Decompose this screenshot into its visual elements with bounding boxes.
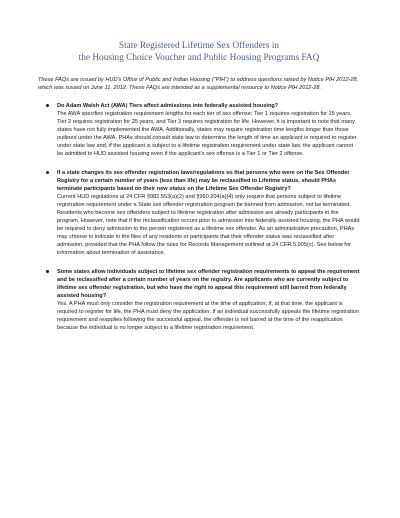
faq-list [38,102,360,332]
bullet-icon [46,104,49,107]
faq-question: Do Adam Walsh Act (AWA) Tiers affect admissions into federally assisted housing? [57,103,279,109]
faq-item [38,268,360,332]
title-line-1: State Registered Lifetime Sex Offenders in [118,41,280,51]
title-line-2: the Housing Choice Voucher and Public Housing Programs FAQ [78,53,320,63]
faq-answer: Yes. A PHA must only consider the registration requirement at the time of application; if, at that time, the applicant is required to register for life, the PHA must deny the application. If an individual successfully appeals the lifetime registration requirement and reapplies following the successful appeal, the offender is not barred at the time of the reapplication because the individual is no longer subject to a lifetime registration requirement. [57,301,359,331]
faq-question: Some states allow individuals subject to lifetime sex offender registration requirements to appeal the requirement and be reclassified after a certain number of years on the registry. Are applicants who are currently subject to lifetime sex offender registration, but who have the right to appeal this requirement still barred from federally assisted housing? [57,269,360,299]
document-title [38,40,360,64]
faq-item [38,102,360,158]
faq-item [38,169,360,257]
intro-paragraph: These FAQs are issued by HUD's Office of Public and Indian Housing ("PIH") to address questions raised by Notice PIH 2012-28, which was issued on June 11, 2012. These FAQs are intended as a supplemental resource to Notice PIH 2012-28. [38,77,359,91]
faq-question: If a state changes its sex offender registration laws/regulations so that persons who were on the Sex Offender Registry for a certain number of years (less than life) may be reclassified to Lifetime status, should PHAs terminate participants based on their new status on the Lifetime Sex Offender Registry? [57,170,350,192]
faq-answer: Current HUD regulations at 24 CFR §982.553(a)(2) and §960.204(a)(4) only require that persons subject to lifetime registration requirement under a State sex offender registration program be banned from admission, not be terminated. Residents who become sex offenders subject to lifetime registration after admission are already participants in the program. However, note that if the reclassification occurs prior to admission into federally assisted housing, the PHA would be required to deny admission to the person registered as a lifetime sex offender. As an administrative precaution, PHAs may choose to indicate in the files of any residents or participants that their offender status was reclassified after admission, provided that the PHA follow the rules for Records Management outlined at 24 CFR 5.905(c). See below for information about termination of assistance. [57,194,360,256]
faq-answer: The AWA specifies registration requirement lengths for each tier of sex offense; Tier 1 requires registration for 15 years, Tier 2 requires registration for 25 years, and Tier 3 requires registration for life. However, it is important to note that many states have not fully implemented the AWA. Additionally, states may require registration time lengths longer than those outlined under the AWA. PHAs should consult state law to determine the length of time an applicant is required to register under state law and, if the applicant is subject to a lifetime registration requirement under state law, the applicant cannot be admitted to HUD assisted housing even if the applicant's sex offense is a Tier 1 or Tier 2 offense. [57,111,357,157]
bullet-icon [46,171,49,174]
bullet-icon [46,270,49,273]
